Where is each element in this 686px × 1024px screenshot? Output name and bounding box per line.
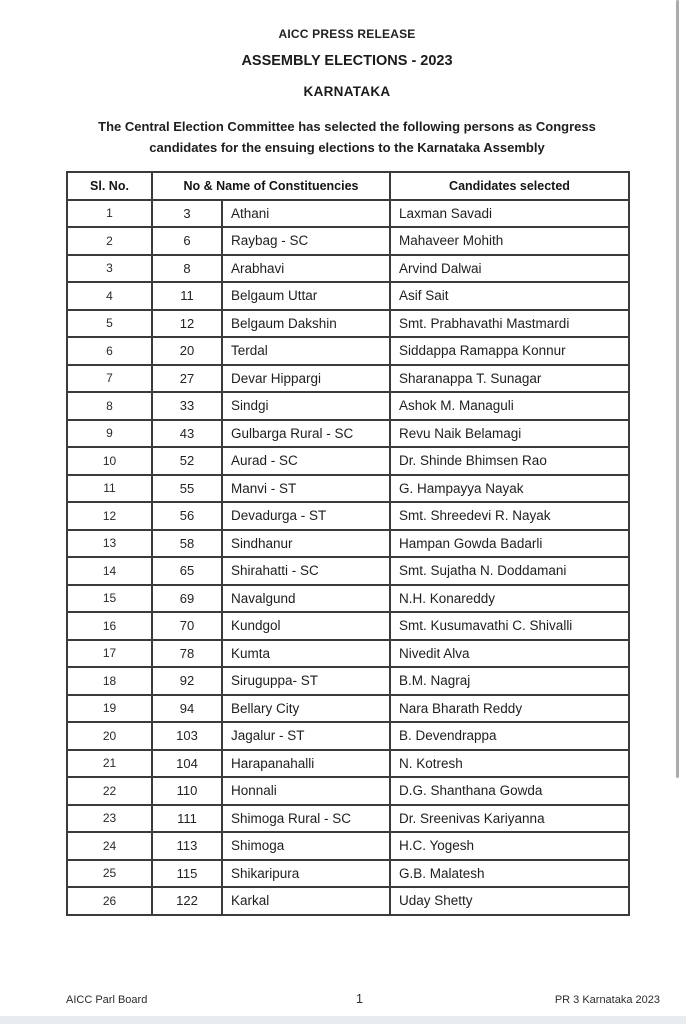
cell-const-number: 6 (152, 227, 222, 255)
cell-sl-no: 25 (67, 860, 152, 888)
cell-sl-no: 11 (67, 475, 152, 503)
cell-sl-no: 15 (67, 585, 152, 613)
cell-candidate: H.C. Yogesh (390, 832, 629, 860)
table-row (67, 750, 629, 778)
cell-candidate: Arvind Dalwai (390, 255, 629, 283)
cell-const-number: 94 (152, 695, 222, 723)
cell-sl-no: 1 (67, 200, 152, 228)
cell-const-number: 58 (152, 530, 222, 558)
column-header-sl-no: Sl. No. (67, 172, 152, 200)
cell-const-number: 115 (152, 860, 222, 888)
cell-const-number: 8 (152, 255, 222, 283)
cell-const-number: 69 (152, 585, 222, 613)
cell-candidate: Mahaveer Mohith (390, 227, 629, 255)
cell-const-name: Belgaum Dakshin (222, 310, 390, 338)
cell-sl-no: 7 (67, 365, 152, 393)
column-header-constituency: No & Name of Constituencies (152, 172, 390, 200)
cell-const-number: 103 (152, 722, 222, 750)
page-number: 1 (356, 992, 363, 1006)
cell-sl-no: 6 (67, 337, 152, 365)
cell-const-name: Shimoga Rural - SC (222, 805, 390, 833)
table-row (67, 420, 629, 448)
cell-const-number: 11 (152, 282, 222, 310)
cell-const-name: Siruguppa- ST (222, 667, 390, 695)
cell-sl-no: 24 (67, 832, 152, 860)
cell-sl-no: 26 (67, 887, 152, 915)
cell-sl-no: 14 (67, 557, 152, 585)
cell-sl-no: 5 (67, 310, 152, 338)
table-row (67, 227, 629, 255)
cell-const-name: Terdal (222, 337, 390, 365)
table-row (67, 777, 629, 805)
cell-sl-no: 2 (67, 227, 152, 255)
cell-const-number: 122 (152, 887, 222, 915)
cell-const-number: 56 (152, 502, 222, 530)
table-row (67, 695, 629, 723)
cell-const-number: 52 (152, 447, 222, 475)
cell-const-number: 55 (152, 475, 222, 503)
cell-const-number: 20 (152, 337, 222, 365)
cell-const-name: Navalgund (222, 585, 390, 613)
cell-candidate: B. Devendrappa (390, 722, 629, 750)
table-row (67, 557, 629, 585)
cell-candidate: N.H. Konareddy (390, 585, 629, 613)
cell-candidate: Smt. Prabhavathi Mastmardi (390, 310, 629, 338)
cell-sl-no: 13 (67, 530, 152, 558)
cell-candidate: D.G. Shanthana Gowda (390, 777, 629, 805)
cell-candidate: Hampan Gowda Badarli (390, 530, 629, 558)
table-row (67, 365, 629, 393)
table-header-row (67, 172, 629, 200)
cell-candidate: N. Kotresh (390, 750, 629, 778)
cell-sl-no: 8 (67, 392, 152, 420)
table-row (67, 640, 629, 668)
cell-const-number: 3 (152, 200, 222, 228)
cell-sl-no: 9 (67, 420, 152, 448)
table-row (67, 255, 629, 283)
cell-candidate: Smt. Shreedevi R. Nayak (390, 502, 629, 530)
cell-const-name: Arabhavi (222, 255, 390, 283)
table-row (67, 667, 629, 695)
cell-sl-no: 20 (67, 722, 152, 750)
table-row (67, 832, 629, 860)
page-footer (0, 992, 686, 1008)
cell-sl-no: 17 (67, 640, 152, 668)
cell-candidate: Smt. Kusumavathi C. Shivalli (390, 612, 629, 640)
cell-candidate: Nivedit Alva (390, 640, 629, 668)
cell-candidate: G.B. Malatesh (390, 860, 629, 888)
cell-candidate: Dr. Shinde Bhimsen Rao (390, 447, 629, 475)
cell-const-name: Gulbarga Rural - SC (222, 420, 390, 448)
table-row (67, 337, 629, 365)
cell-const-name: Shikaripura (222, 860, 390, 888)
table-row (67, 447, 629, 475)
table-row (67, 585, 629, 613)
footer-right-text: PR 3 Karnataka 2023 (554, 994, 660, 1006)
cell-sl-no: 18 (67, 667, 152, 695)
cell-const-name: Kundgol (222, 612, 390, 640)
table-row (67, 722, 629, 750)
cell-const-name: Shimoga (222, 832, 390, 860)
cell-sl-no: 12 (67, 502, 152, 530)
cell-const-name: Manvi - ST (222, 475, 390, 503)
cell-candidate: G. Hampayya Nayak (390, 475, 629, 503)
cell-candidate: Dr. Sreenivas Kariyanna (390, 805, 629, 833)
table-row (67, 392, 629, 420)
document-body (66, 0, 628, 916)
cell-candidate: Asif Sait (390, 282, 629, 310)
cell-const-name: Bellary City (222, 695, 390, 723)
state-heading: KARNATAKA (303, 84, 391, 99)
cell-candidate: Revu Naik Belamagi (390, 420, 629, 448)
cell-const-number: 33 (152, 392, 222, 420)
cell-sl-no: 10 (67, 447, 152, 475)
cell-sl-no: 21 (67, 750, 152, 778)
cell-candidate: B.M. Nagraj (390, 667, 629, 695)
cell-candidate: Ashok M. Managuli (390, 392, 629, 420)
cell-const-number: 43 (152, 420, 222, 448)
elections-heading: ASSEMBLY ELECTIONS - 2023 (241, 53, 453, 69)
table-row (67, 310, 629, 338)
cell-const-number: 111 (152, 805, 222, 833)
cell-const-name: Belgaum Uttar (222, 282, 390, 310)
cell-const-number: 65 (152, 557, 222, 585)
table-row (67, 282, 629, 310)
table-row (67, 805, 629, 833)
cell-const-name: Devadurga - ST (222, 502, 390, 530)
candidates-table-body (67, 200, 629, 915)
cell-const-name: Devar Hippargi (222, 365, 390, 393)
table-row (67, 530, 629, 558)
table-row (67, 860, 629, 888)
cell-sl-no: 19 (67, 695, 152, 723)
cell-candidate: Smt. Sujatha N. Doddamani (390, 557, 629, 585)
cell-const-name: Athani (222, 200, 390, 228)
press-release-heading: AICC PRESS RELEASE (278, 27, 416, 41)
cell-const-name: Sindgi (222, 392, 390, 420)
page-right-edge-line (676, 0, 679, 778)
cell-const-number: 12 (152, 310, 222, 338)
cell-const-number: 113 (152, 832, 222, 860)
cell-const-name: Jagalur - ST (222, 722, 390, 750)
table-row (67, 475, 629, 503)
cell-sl-no: 4 (67, 282, 152, 310)
cell-const-number: 70 (152, 612, 222, 640)
cell-const-name: Karkal (222, 887, 390, 915)
cell-const-name: Harapanahalli (222, 750, 390, 778)
table-row (67, 887, 629, 915)
cell-const-name: Honnali (222, 777, 390, 805)
footer-left-text: AICC Parl Board (66, 994, 148, 1006)
page-bottom-strip (0, 1016, 686, 1024)
cell-sl-no: 16 (67, 612, 152, 640)
cell-const-name: Aurad - SC (222, 447, 390, 475)
cell-sl-no: 22 (67, 777, 152, 805)
cell-const-number: 27 (152, 365, 222, 393)
cell-const-number: 78 (152, 640, 222, 668)
cell-candidate: Sharanappa T. Sunagar (390, 365, 629, 393)
cell-const-number: 104 (152, 750, 222, 778)
cell-const-name: Sindhanur (222, 530, 390, 558)
cell-const-number: 110 (152, 777, 222, 805)
candidates-table (66, 171, 630, 916)
cell-candidate: Siddappa Ramappa Konnur (390, 337, 629, 365)
cell-const-name: Shirahatti - SC (222, 557, 390, 585)
cell-candidate: Nara Bharath Reddy (390, 695, 629, 723)
table-row (67, 502, 629, 530)
cell-candidate: Laxman Savadi (390, 200, 629, 228)
column-header-candidates: Candidates selected (390, 172, 629, 200)
cell-sl-no: 3 (67, 255, 152, 283)
cell-candidate: Uday Shetty (390, 887, 629, 915)
table-row (67, 612, 629, 640)
table-row (67, 200, 629, 228)
cell-const-name: Kumta (222, 640, 390, 668)
cell-sl-no: 23 (67, 805, 152, 833)
cell-const-number: 92 (152, 667, 222, 695)
cell-const-name: Raybag - SC (222, 227, 390, 255)
intro-paragraph: The Central Election Committee has selected the following persons as Congress candidates for the ensuing elections to the Karnataka Assembly (98, 119, 596, 155)
